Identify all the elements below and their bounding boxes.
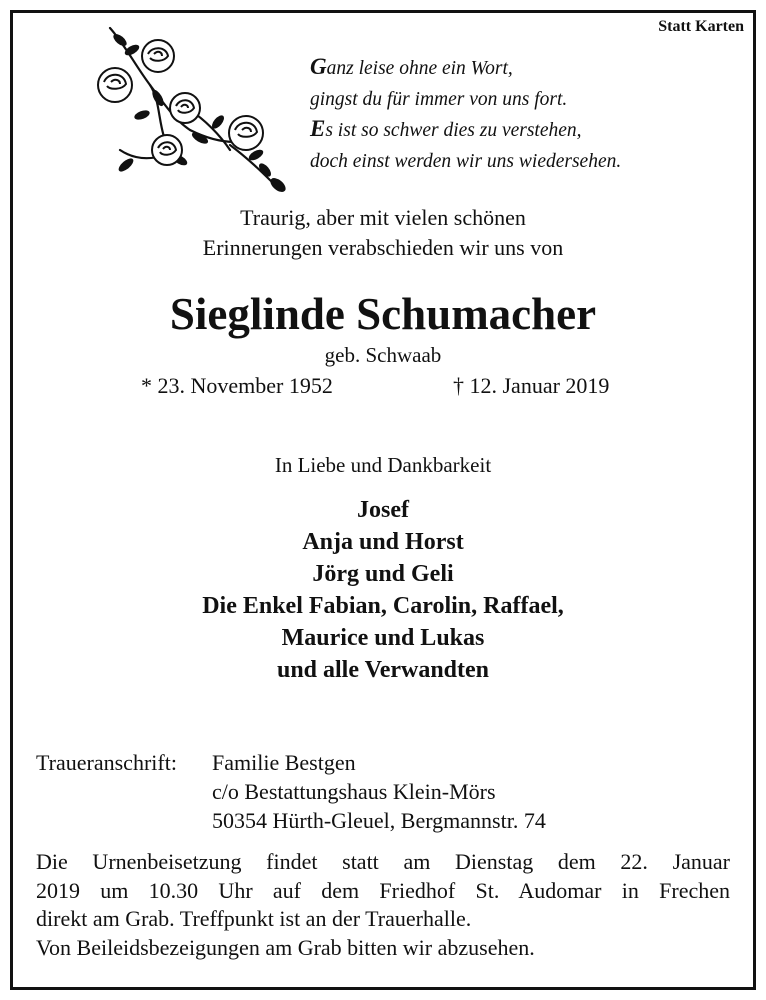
address-line: Familie Bestgen xyxy=(212,750,356,775)
poem-line xyxy=(310,52,621,83)
poem-line xyxy=(310,83,621,114)
poem xyxy=(310,52,621,176)
notice-line: direkt am Grab. Treffpunkt ist an der Trauerhalle. xyxy=(36,906,472,931)
mourners-intro: In Liebe und Dankbarkeit xyxy=(274,453,492,477)
death-date: † 12. Januar 2019 xyxy=(453,373,610,398)
mourning-address xyxy=(36,748,546,835)
poem-text: s ist so schwer dies zu verstehen, xyxy=(325,120,582,141)
mourner-line: Jörg und Geli xyxy=(312,561,454,587)
mourner-line: Anja und Horst xyxy=(302,529,464,555)
poem-text: anz leise ohne ein Wort, xyxy=(326,58,513,79)
burial-notice xyxy=(36,848,730,962)
poem-initial: G xyxy=(310,54,327,79)
mourner-line: Maurice und Lukas xyxy=(281,625,485,651)
intro-text xyxy=(0,203,766,263)
notice-line: Von Beileidsbezeigungen am Grab bitten wir abzusehen. xyxy=(36,934,535,960)
intro-line: Traurig, aber mit vielen schönen xyxy=(240,205,526,230)
birth-date: * 23. November 1952 xyxy=(141,373,333,398)
address-line: c/o Bestattungshaus Klein-Mörs xyxy=(212,779,496,804)
mourner-line: und alle Verwandten xyxy=(276,657,490,683)
intro-line: Erinnerungen verabschieden wir uns von xyxy=(202,235,564,260)
address-label: Traueranschrift: xyxy=(36,750,177,775)
poem-line xyxy=(310,145,621,176)
poem-text: gingst du für immer von uns fort. xyxy=(310,89,568,110)
address-line: 50354 Hürth-Gleuel, Bergmannstr. 74 xyxy=(212,808,546,833)
notice-line: 2019 um 10.30 Uhr auf dem Friedhof St. Audomar in Frechen xyxy=(36,877,730,903)
deceased-name: Sieglinde Schumacher xyxy=(169,289,597,339)
birth-name: geb. Schwaab xyxy=(324,343,442,367)
mourner-line: Josef xyxy=(357,497,409,523)
mourners-list xyxy=(0,494,766,686)
poem-line xyxy=(310,114,621,145)
notice-line: Die Urnenbeisetzung findet statt am Dienstag dem 22. Januar xyxy=(36,849,730,874)
statt-karten-label: Statt Karten xyxy=(658,18,744,35)
roses-illustration-icon xyxy=(80,10,290,200)
poem-initial: E xyxy=(310,116,326,141)
poem-text: doch einst werden wir uns wiedersehen. xyxy=(310,151,622,172)
mourner-line: Die Enkel Fabian, Carolin, Raffael, xyxy=(202,593,564,619)
